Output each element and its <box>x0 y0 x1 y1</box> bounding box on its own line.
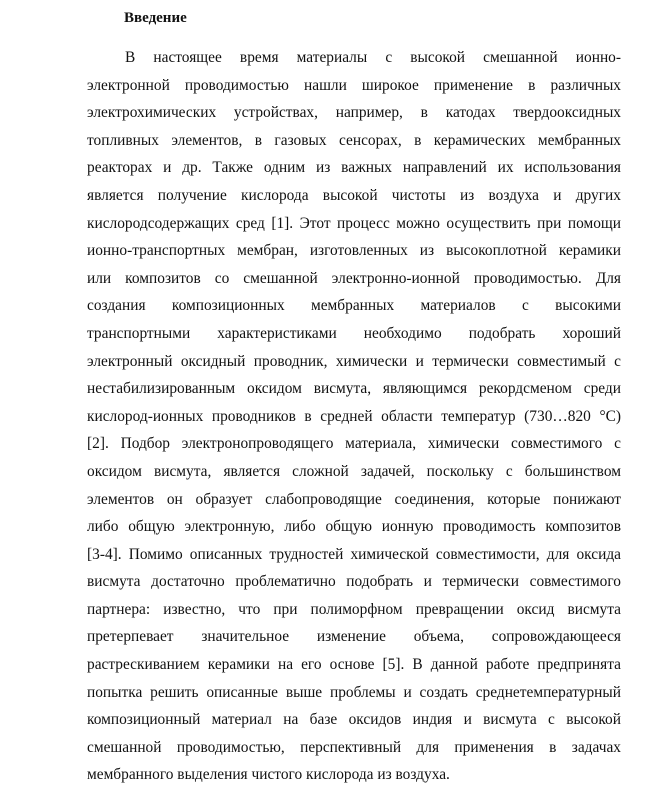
text-line: мембранного выделения чистого кислорода из воздуха. <box>87 766 450 784</box>
body-paragraph <box>87 44 621 789</box>
text-line: электрохимических устройствах, например, в катодах твердооксидных <box>87 104 621 122</box>
text-line: топливных элементов, в газовых сенсорах, в керамических мембранных <box>87 131 621 149</box>
text-line: попытка решить описанные выше проблемы и создать среднетемпературный <box>87 683 621 701</box>
text-line: ионно-транспортных мембран, изготовленных из высокоплотной керамики <box>87 242 621 260</box>
text-line: смешанной проводимостью, перспективный для применения в задачах <box>87 738 621 756</box>
text-line: электронный оксидный проводник, химически и термически совместимый с <box>87 352 621 370</box>
text-line: транспортными характеристиками необходимо подобрать хороший <box>87 324 621 342</box>
text-line: кислород-ионных проводников в средней области температур (730…820 °C) <box>87 407 621 425</box>
text-line: партнера: известно, что при полиморфном превращении оксид висмута <box>87 600 621 618</box>
text-line: оксидом висмута, является сложной задачей, поскольку с большинством <box>87 462 621 480</box>
section-heading: Введение <box>124 10 187 26</box>
text-line: либо общую электронную, либо общую ионную проводимость композитов <box>87 518 621 536</box>
text-line: реакторах и др. Также одним из важных направлений их использования <box>87 159 621 177</box>
text-line: претерпевает значительное изменение объема, сопровождающееся <box>87 628 621 646</box>
text-line: [2]. Подбор электронопроводящего материала, химически совместимого с <box>87 435 621 453</box>
text-line: нестабилизированным оксидом висмута, являющимся рекордсменом среди <box>87 380 621 398</box>
text-line: или композитов со смешанной электронно-ионной проводимостью. Для <box>87 269 621 287</box>
text-line: является получение кислорода высокой чистоты из воздуха и других <box>87 186 621 204</box>
text-line: создания композиционных мембранных материалов с высокими <box>87 297 621 315</box>
text-line: кислородсодержащих сред [1]. Этот процесс можно осуществить при помощи <box>87 214 621 232</box>
text-line: В настоящее время материалы с высокой смешанной ионно- <box>125 49 621 66</box>
text-line: электронной проводимостью нашли широкое применение в различных <box>87 76 621 94</box>
text-line: [3-4]. Помимо описанных трудностей химической совместимости, для оксида <box>87 545 621 563</box>
text-line: элементов он образует слабопроводящие соединения, которые понижают <box>87 490 621 508</box>
text-line: композиционный материал на базе оксидов индия и висмута с высокой <box>87 711 621 729</box>
text-line: висмута достаточно проблематично подобрать и термически совместимого <box>87 573 621 591</box>
text-line: растрескиванием керамики на его основе [5]. В данной работе предпринята <box>87 656 621 674</box>
